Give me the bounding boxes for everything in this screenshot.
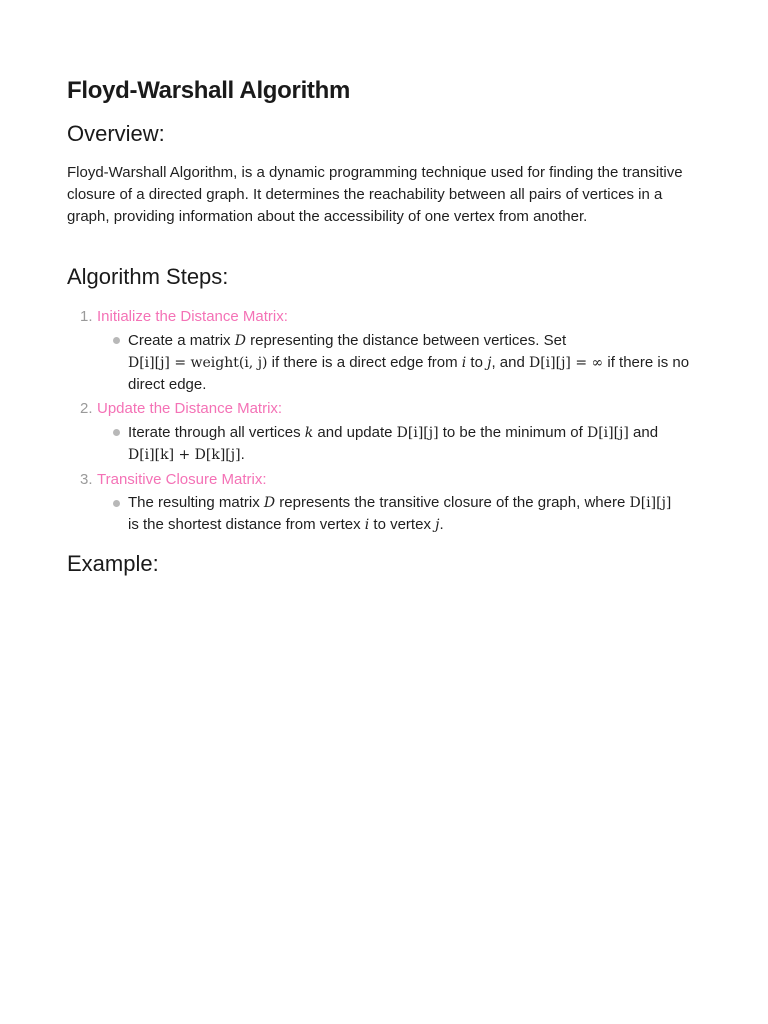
math-expression: D[i][k] + D[k][j] bbox=[128, 447, 241, 463]
bullet-icon bbox=[113, 337, 120, 344]
step-number: 3. bbox=[80, 471, 93, 488]
step-title: Transitive Closure Matrix: bbox=[97, 471, 267, 488]
math-expression: j bbox=[487, 355, 492, 371]
math-expression: D[i][j] bbox=[586, 425, 629, 441]
math-expression: k bbox=[304, 425, 314, 441]
overview-heading: Overview: bbox=[67, 121, 165, 146]
bullet-icon bbox=[113, 500, 120, 507]
math-expression: D[i][j] = ∞ bbox=[529, 355, 604, 371]
math-expression: D[i][j] bbox=[629, 495, 672, 511]
step-description: The resulting matrix D represents the transitive closure of the graph, where D[i][j] is the shortest distance from vertex i to vertex j. bbox=[128, 494, 672, 533]
page-title: Floyd-Warshall Algorithm bbox=[67, 77, 351, 104]
overview-paragraph: Floyd-Warshall Algorithm, is a dynamic programming technique used for finding the transitive closure of a directed graph. It determines the reachability between all pairs of vertices in a graph, providing information about the accessibility of one vertex from another. bbox=[67, 164, 683, 225]
step-description: Create a matrix D representing the distance between vertices. Set D[i][j] = weight(i, j) if there is a direct edge from i to j, and D[i][j] = ∞ if there is no direct edge. bbox=[128, 332, 690, 393]
bullet-icon bbox=[113, 429, 120, 436]
step-title: Update the Distance Matrix: bbox=[97, 400, 283, 417]
step-title: Initialize the Distance Matrix: bbox=[97, 308, 288, 325]
step-number: 2. bbox=[80, 400, 93, 417]
algorithm-steps-heading: Algorithm Steps: bbox=[67, 264, 229, 289]
math-expression: i bbox=[461, 355, 467, 371]
math-expression: j bbox=[435, 517, 440, 533]
example-heading: Example: bbox=[67, 551, 159, 576]
math-expression: D[i][j] bbox=[396, 425, 439, 441]
step-number: 1. bbox=[80, 308, 93, 325]
step-description: Iterate through all vertices k and update D[i][j] to be the minimum of D[i][j] and D[i][k] + D[k][j]. bbox=[128, 424, 659, 463]
math-expression: D bbox=[234, 333, 246, 349]
math-expression: i bbox=[364, 517, 370, 533]
math-expression: D bbox=[263, 495, 276, 511]
math-expression: D[i][j] = weight(i, j) bbox=[128, 355, 268, 371]
